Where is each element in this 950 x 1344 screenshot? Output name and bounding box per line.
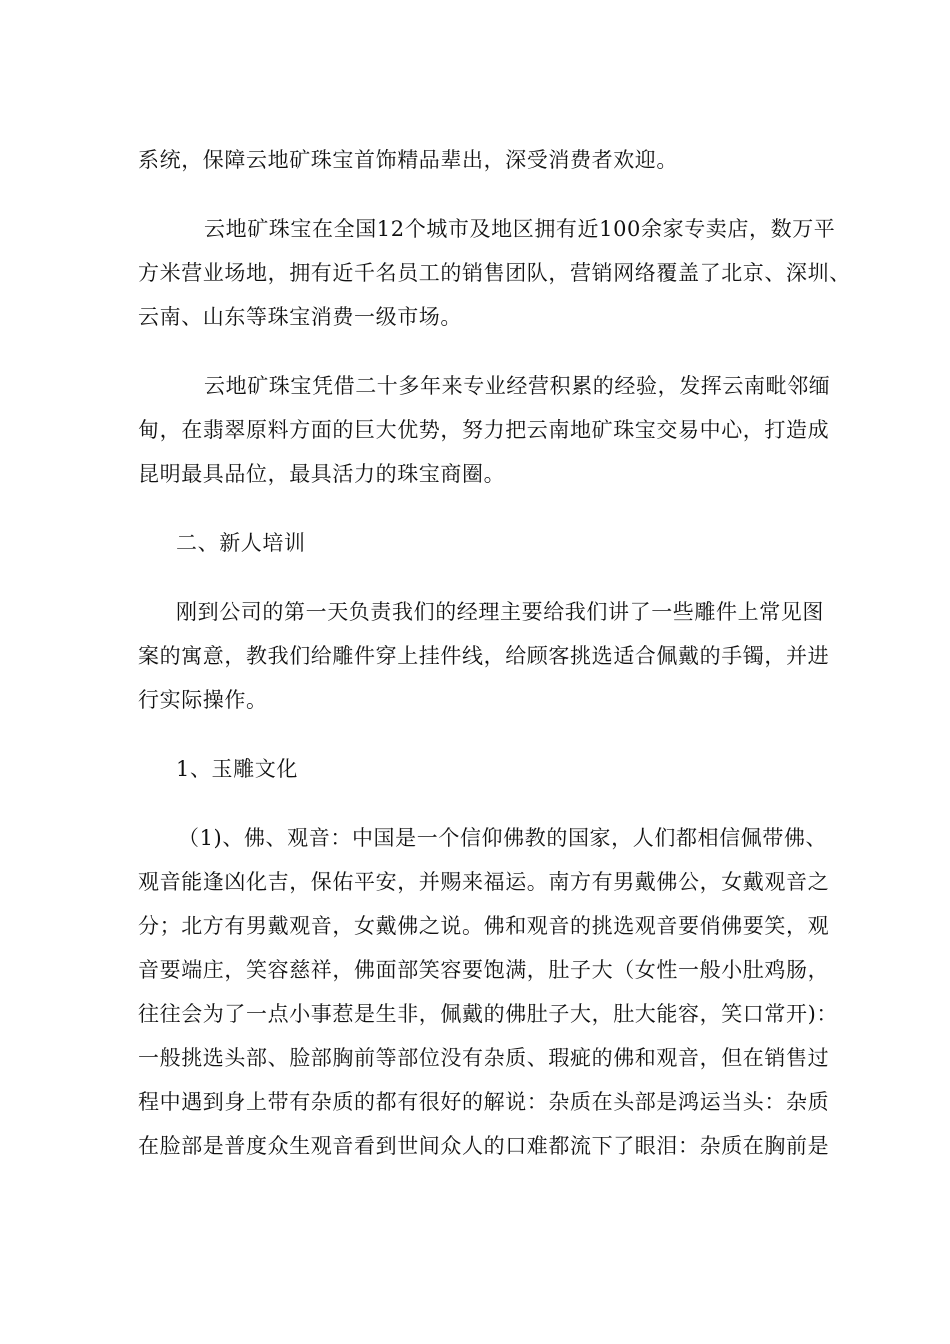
subheading-text: 1、玉雕文化 [176,757,298,781]
paragraph-first-day [138,590,854,722]
text-line: 行实际操作。 [138,688,268,712]
text-line: 系统，保障云地矿珠宝首饰精品辈出，深受消费者欢迎。 [138,148,678,172]
paragraph-buddha-guanyin [138,816,854,1168]
section-heading-training [138,521,854,565]
paragraph-stores [138,207,854,339]
text-line: 案的寓意，教我们给雕件穿上挂件线，给顾客挑选适合佩戴的手镯，并进 [138,644,830,668]
section-heading-text: 二、新人培训 [176,531,306,555]
text-line: 刚到公司的第一天负责我们的经理主要给我们讲了一些雕件上常见图 [176,600,824,624]
text-line: 往往会为了一点小事惹是生非，佩戴的佛肚子大，肚大能容，笑口常开)： [138,1002,838,1026]
text-line: 甸，在翡翠原料方面的巨大优势，努力把云南地矿珠宝交易中心，打造成 [138,418,830,442]
text-line: 昆明最具品位，最具活力的珠宝商圈。 [138,462,506,486]
paragraph-experience [138,364,854,496]
text-line: 云地矿珠宝凭借二十多年来专业经营积累的经验，发挥云南毗邻缅 [204,374,831,398]
text-line: 云地矿珠宝在全国12个城市及地区拥有近100余家专卖店，数万平 [204,217,836,241]
text-line: 云南、山东等珠宝消费一级市场。 [138,305,462,329]
text-line: 音要端庄，笑容慈祥，佛面部笑容要饱满，肚子大（女性一般小肚鸡肠， [138,958,830,982]
text-line: 一般挑选头部、脸部胸前等部位没有杂质、瑕疵的佛和观音，但在销售过 [138,1046,830,1070]
text-line: 分；北方有男戴观音，女戴佛之说。佛和观音的挑选观音要俏佛要笑，观 [138,914,830,938]
paragraph-intro-continuation [138,138,854,182]
subheading-jade-culture [138,747,854,791]
text-line: 方米营业场地，拥有近千名员工的销售团队，营销网络覆盖了北京、深圳、 [138,261,851,285]
text-line: （1)、佛、观音：中国是一个信仰佛教的国家，人们都相信佩带佛、 [178,826,828,850]
text-line: 在脸部是普度众生观音看到世间众人的口难都流下了眼泪：杂质在胸前是 [138,1134,830,1158]
text-line: 观音能逢凶化吉，保佑平安，并赐来福运。南方有男戴佛公，女戴观音之 [138,870,830,894]
text-line: 程中遇到身上带有杂质的都有很好的解说：杂质在头部是鸿运当头：杂质 [138,1090,830,1114]
document-body [138,138,854,1168]
